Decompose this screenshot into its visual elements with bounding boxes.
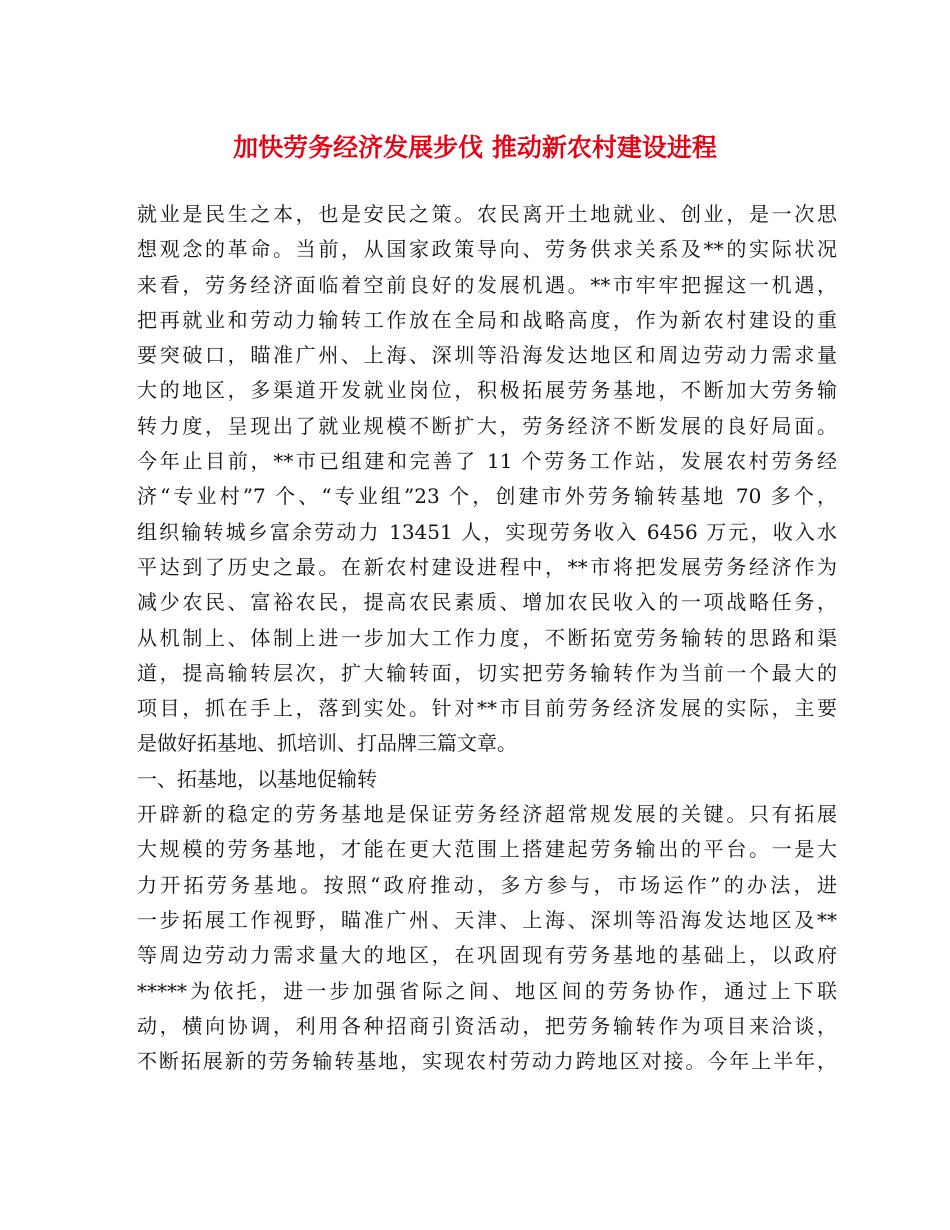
section-heading: 一、拓基地，以基地促输转 [137,766,377,791]
document-title: 加快劳务经济发展步伐 推动新农村建设进程 [233,133,717,162]
paragraph-line: 把再就业和劳动力输转工作放在全局和战略高度，作为新农村建设的重 [137,307,837,332]
paragraph-line: *****为依托，进一步加强省际之间、地区间的劳务协作，通过上下联 [137,978,837,1003]
paragraph-line: 组织输转城乡富余劳动力 13451 人，实现劳务收入 6456 万元，收入水 [137,519,837,544]
paragraph-line: 道，提高输转层次，扩大输转面，切实把劳务输转作为当前一个最大的 [137,660,837,685]
paragraph-line: 大规模的劳务基地，才能在更大范围上搭建起劳务输出的平台。一是大 [137,837,837,862]
document-body [137,197,837,1079]
paragraph-line: 是做好拓基地、抓培训、打品牌三篇文章。 [137,731,517,756]
paragraph-line: 等周边劳动力需求量大的地区，在巩固现有劳务基地的基础上，以政府 [137,943,837,968]
paragraph-line: 动，横向协调，利用各种招商引资活动，把劳务输转作为项目来洽谈， [137,1013,837,1038]
paragraph-line: 转力度，呈现出了就业规模不断扩大，劳务经济不断发展的良好局面。 [137,413,837,438]
paragraph-line: 一步拓展工作视野，瞄准广州、天津、上海、深圳等沿海发达地区及** [137,907,837,932]
paragraph-line: 就业是民生之本，也是安民之策。农民离开土地就业、创业，是一次思 [137,202,837,226]
paragraph-line: 要突破口，瞄准广州、上海、深圳等沿海发达地区和周边劳动力需求量 [137,343,837,368]
paragraph-line: 今年止目前，**市已组建和完善了 11 个劳务工作站，发展农村劳务经 [137,449,837,474]
paragraph-line: 从机制上、体制上进一步加大工作力度，不断拓宽劳务输转的思路和渠 [137,625,837,650]
paragraph-line: 大的地区，多渠道开发就业岗位，积极拓展劳务基地，不断加大劳务输 [137,378,837,403]
paragraph-line: 来看，劳务经济面临着空前良好的发展机遇。**市牢牢把握这一机遇， [137,272,837,297]
paragraph-line: 力开拓劳务基地。按照“政府推动，多方参与，市场运作”的办法，进 [137,872,837,897]
paragraph-line: 平达到了历史之最。在新农村建设进程中，**市将把发展劳务经济作为 [137,554,837,579]
paragraph-line: 减少农民、富裕农民，提高农民素质、增加农民收入的一项战略任务， [137,590,837,615]
paragraph-line: 开辟新的稳定的劳务基地是保证劳务经济超常规发展的关键。只有拓展 [137,802,837,827]
paragraph-line: 济“专业村”7 个、“专业组”23 个，创建市外劳务输转基地 70 多个， [137,484,837,509]
paragraph-line: 项目，抓在手上，落到实处。针对**市目前劳务经济发展的实际，主要 [137,696,837,721]
paragraph-line: 想观念的革命。当前，从国家政策导向、劳务供求关系及**的实际状况 [137,237,837,262]
paragraph-line: 不断拓展新的劳务输转基地，实现农村劳动力跨地区对接。今年上半年， [137,1049,837,1074]
